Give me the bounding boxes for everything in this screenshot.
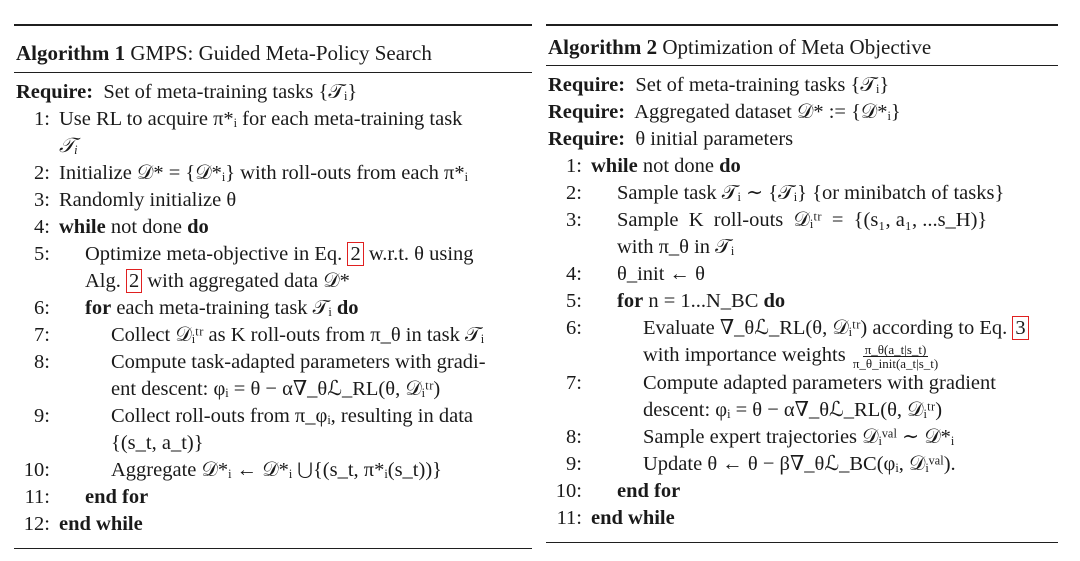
- algo-line: [546, 505, 1058, 532]
- algo-line: [546, 153, 1058, 180]
- algo-line: [546, 342, 1058, 370]
- algo-line: [14, 79, 532, 106]
- algo-line: [546, 234, 1058, 261]
- algorithm-ref-link[interactable]: 2: [126, 269, 142, 293]
- equation-ref-link[interactable]: 2: [347, 242, 363, 266]
- line-number: 7:: [566, 371, 582, 394]
- algo-line: [14, 268, 532, 295]
- algo-line: [546, 315, 1058, 342]
- line-number: 11:: [556, 506, 582, 529]
- line-number: 6:: [34, 297, 50, 319]
- fraction-denominator: π_θ_init(a_t|s_t): [852, 355, 939, 371]
- keyword: do: [719, 155, 741, 177]
- algo-line: [14, 430, 532, 457]
- keyword: end while: [591, 506, 675, 529]
- line-text: Randomly initialize θ: [59, 189, 237, 211]
- caption-title: Optimization of Meta Objective: [662, 35, 932, 59]
- algo-line: [546, 424, 1058, 451]
- line-number: 10:: [555, 479, 582, 502]
- line-number: 6:: [566, 317, 582, 339]
- algo-line: [546, 72, 1058, 99]
- line-text: Use RL to acquire π*ᵢ for each meta-training task: [59, 108, 463, 130]
- algo-line: [546, 180, 1058, 207]
- line-text: Compute task-adapted parameters with gradi-: [111, 351, 486, 373]
- line-text: with π_θ in 𝒯ᵢ: [617, 236, 735, 258]
- keyword: do: [187, 216, 209, 238]
- line-number: 3:: [34, 189, 50, 211]
- keyword: while: [591, 155, 638, 177]
- algo-line: [14, 241, 532, 268]
- keyword: while: [59, 216, 106, 238]
- keyword: end for: [85, 486, 149, 508]
- line-number: 2:: [34, 162, 50, 184]
- algo-line: [14, 160, 532, 187]
- keyword: do: [763, 290, 786, 312]
- line-number: 2:: [566, 182, 582, 204]
- line-text: Set of meta-training tasks {𝒯ᵢ}: [103, 81, 358, 103]
- line-text: θ initial parameters: [635, 128, 794, 150]
- algo-line: [14, 511, 532, 538]
- line-number: 4:: [34, 216, 50, 238]
- line-text: θ_init ← θ: [617, 263, 705, 285]
- line-number: 9:: [34, 405, 50, 427]
- bottom-rule: [546, 542, 1058, 543]
- algorithm-2-caption: [546, 26, 1058, 65]
- algorithm-1-body: [14, 73, 532, 548]
- line-number: 9:: [566, 452, 582, 475]
- keyword: Require:: [548, 74, 626, 96]
- equation-ref-link[interactable]: 3: [1012, 316, 1028, 340]
- line-text: Collect roll-outs from π_φᵢ, resulting in data: [111, 405, 474, 427]
- line-number: 8:: [566, 425, 582, 448]
- algorithm-1-box: [14, 24, 532, 549]
- line-text: n = 1...N_BC: [648, 290, 759, 312]
- bottom-rule: [14, 548, 532, 549]
- line-text: with aggregated data 𝒟*: [147, 270, 350, 292]
- line-text: Initialize 𝒟* = {𝒟*ᵢ} with roll-outs from each π*ᵢ: [59, 162, 468, 184]
- line-number: 11:: [24, 486, 50, 508]
- algo-line: [14, 214, 532, 241]
- line-text: not done: [642, 155, 714, 177]
- algo-line: [546, 261, 1058, 288]
- line-text: Sample task 𝒯ᵢ ∼ {𝒯ᵢ} {or minibatch of tasks}: [617, 182, 1005, 204]
- line-text: Sample K roll-outs 𝒟ᵢᵗʳ = {(s₁, a₁, ...s_H)}: [617, 209, 988, 231]
- algo-line: [14, 457, 532, 484]
- line-number: 1:: [34, 108, 50, 130]
- caption-label: Algorithm 2: [548, 35, 658, 59]
- algo-line: [14, 133, 532, 160]
- keyword: for: [617, 290, 644, 312]
- line-number: 1:: [566, 155, 582, 177]
- algo-line: [546, 451, 1058, 478]
- line-text: Set of meta-training tasks {𝒯ᵢ}: [635, 74, 890, 96]
- line-text: Alg.: [85, 270, 121, 292]
- algo-line: [14, 349, 532, 376]
- line-text: {(s_t, a_t)}: [111, 432, 204, 454]
- algo-line: [14, 484, 532, 511]
- keyword: for: [85, 297, 112, 319]
- algo-line: [546, 478, 1058, 505]
- line-text: Evaluate ∇_θℒ_RL(θ, 𝒟ᵢᵗʳ) according to Eq.: [643, 317, 1008, 339]
- algo-line: [546, 126, 1058, 153]
- line-number: 5:: [34, 243, 50, 265]
- line-text: Update θ ← θ − β∇_θℒ_BC(φᵢ, 𝒟ᵢᵛᵃˡ).: [643, 452, 956, 475]
- algo-line: [14, 376, 532, 403]
- line-text: Collect 𝒟ᵢᵗʳ as K roll-outs from π_θ in task 𝒯ᵢ: [111, 324, 485, 346]
- algo-line: [14, 403, 532, 430]
- line-text: with importance weights: [643, 344, 846, 366]
- keyword: end for: [617, 479, 681, 502]
- keyword: end while: [59, 513, 143, 535]
- line-number: 7:: [34, 324, 50, 346]
- line-text: descent: φᵢ = θ − α∇_θℒ_RL(θ, 𝒟ᵢᵗʳ): [643, 398, 943, 421]
- keyword: Require:: [548, 101, 626, 123]
- algo-line: [546, 370, 1058, 397]
- importance-weight-fraction: [851, 343, 940, 370]
- keyword: Require:: [16, 81, 94, 103]
- line-text: not done: [110, 216, 182, 238]
- algo-line: [546, 288, 1058, 315]
- caption-label: Algorithm 1: [16, 41, 126, 65]
- line-text: w.r.t. θ using: [368, 243, 474, 265]
- algo-line: [546, 99, 1058, 126]
- line-number: 10:: [23, 459, 50, 481]
- line-number: 8:: [34, 351, 50, 373]
- algo-line: [14, 322, 532, 349]
- algorithm-1-caption: [14, 26, 532, 72]
- line-text: Optimize meta-objective in Eq.: [85, 243, 343, 265]
- fraction-numerator: π_θ(a_t|s_t): [864, 341, 927, 357]
- line-number: 3:: [566, 209, 582, 231]
- line-number: 12:: [23, 513, 50, 535]
- line-text: Sample expert trajectories 𝒟ᵢᵛᵃˡ ∼ 𝒟*ᵢ: [643, 425, 955, 448]
- algo-line: [546, 207, 1058, 234]
- keyword: Require:: [548, 128, 626, 150]
- line-number: 5:: [566, 290, 582, 312]
- line-number: 4:: [566, 263, 582, 285]
- line-text: Aggregate 𝒟*ᵢ ← 𝒟*ᵢ ⋃{(s_t, π*ᵢ(s_t))}: [111, 459, 442, 481]
- line-text: Aggregated dataset 𝒟* := {𝒟*ᵢ}: [634, 101, 901, 123]
- algorithm-2-body: [546, 66, 1058, 542]
- algo-line: [546, 397, 1058, 424]
- line-text: 𝒯ᵢ: [59, 135, 78, 157]
- line-text: ent descent: φᵢ = θ − α∇_θℒ_RL(θ, 𝒟ᵢᵗʳ): [111, 378, 441, 400]
- algo-line: [14, 187, 532, 214]
- algo-line: [14, 106, 532, 133]
- line-text: Compute adapted parameters with gradient: [643, 371, 996, 394]
- keyword: do: [336, 297, 359, 319]
- algorithm-2-box: [546, 24, 1058, 543]
- caption-title: GMPS: Guided Meta-Policy Search: [130, 41, 432, 65]
- line-text: each meta-training task 𝒯ᵢ: [116, 297, 332, 319]
- algo-line: [14, 295, 532, 322]
